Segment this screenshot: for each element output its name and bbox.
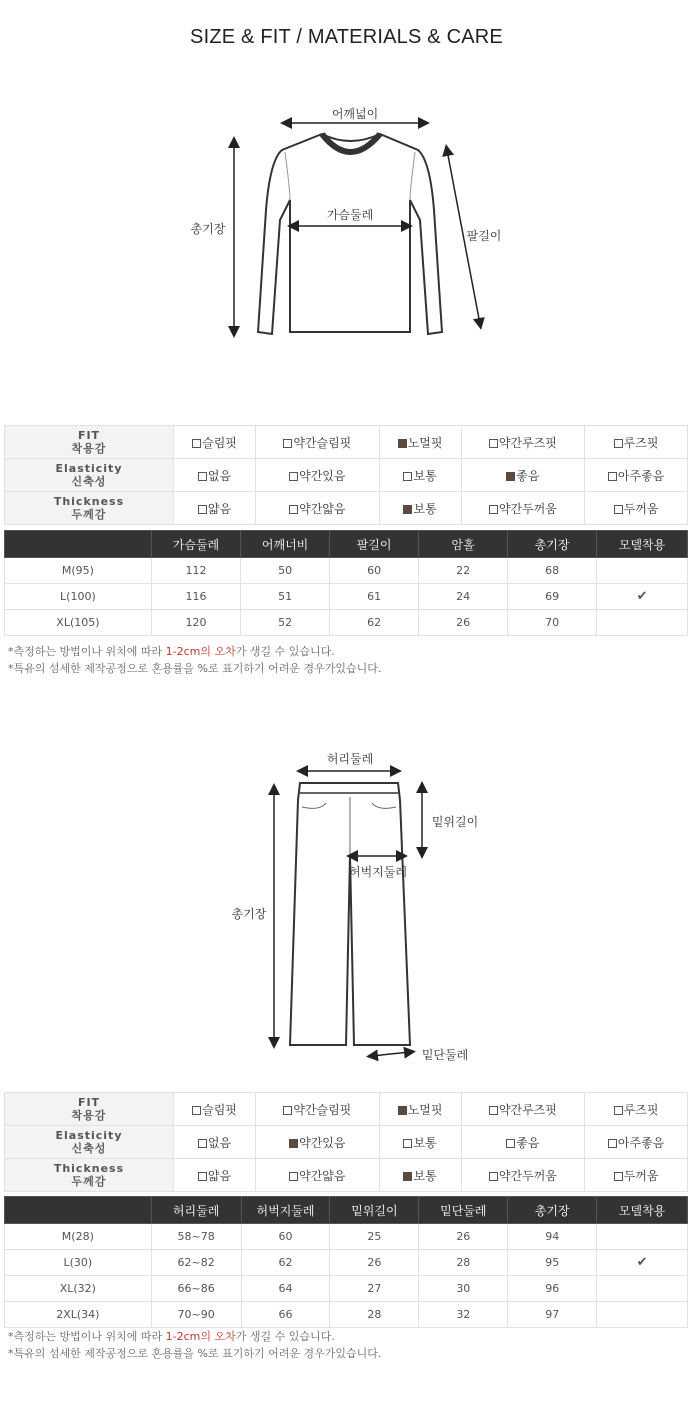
size-column-header: 암홀 <box>419 531 508 558</box>
fit-option <box>585 459 688 492</box>
fit-option <box>461 1126 585 1159</box>
checked-box-icon <box>403 505 412 514</box>
bottom-notes <box>8 1328 381 1362</box>
fit-row-title: Elasticity <box>55 1129 123 1142</box>
unchecked-box-icon <box>283 439 292 448</box>
table-cell: 62 <box>241 1250 330 1276</box>
fit-option-label: 약간루즈핏 <box>498 435 557 450</box>
fit-option <box>379 1159 461 1192</box>
fit-option-label: 두꺼움 <box>623 501 659 516</box>
unchecked-box-icon <box>289 1172 298 1181</box>
top-illustration <box>0 100 693 350</box>
size-header-row <box>5 1197 688 1224</box>
fit-option-label: 루즈핏 <box>623 435 659 450</box>
table-cell: 61 <box>330 584 419 610</box>
note-measurement: *측정하는 방법이나 위치에 따라 1-2cm의 오차가 생길 수 있습니다. <box>8 1330 335 1343</box>
fit-option <box>174 492 256 525</box>
fit-option <box>256 1159 380 1192</box>
table-cell: 26 <box>419 610 508 636</box>
fit-row-header <box>5 426 174 459</box>
note-composition: *특유의 섬세한 제작공정으로 혼용률을 %로 표기하기 어려운 경우가있습니다. <box>8 662 382 675</box>
checked-box-icon <box>506 472 515 481</box>
fit-option <box>379 1093 461 1126</box>
fit-option <box>585 1093 688 1126</box>
pants-label-thigh: 허벅지둘레 <box>349 865 407 879</box>
table-cell: 24 <box>419 584 508 610</box>
note-measurement: *측정하는 방법이나 위치에 따라 1-2cm의 오차가 생길 수 있습니다. <box>8 645 335 658</box>
table-cell: 58~78 <box>151 1224 241 1250</box>
fit-option-label: 약간있음 <box>299 468 346 483</box>
fit-option-label: 얇음 <box>207 1168 232 1183</box>
fit-option <box>256 1126 380 1159</box>
unchecked-box-icon <box>608 1139 617 1148</box>
table-cell: 50 <box>241 558 330 584</box>
unchecked-box-icon <box>614 1172 623 1181</box>
size-column-header: 어깨너비 <box>241 531 330 558</box>
table-cell: XL(105) <box>5 610 152 636</box>
fit-option <box>256 492 380 525</box>
table-row <box>5 584 688 610</box>
fit-option-label: 약간있음 <box>299 1135 346 1150</box>
fit-option-label: 없음 <box>207 1135 232 1150</box>
fit-row-header <box>5 459 174 492</box>
unchecked-box-icon <box>489 505 498 514</box>
fit-row-title: FIT <box>77 1096 101 1109</box>
fit-option-label: 없음 <box>207 468 232 483</box>
table-cell: 28 <box>330 1302 419 1328</box>
size-column-header: 총기장 <box>508 1197 597 1224</box>
table-row <box>5 558 688 584</box>
unchecked-box-icon <box>489 1106 498 1115</box>
fit-option <box>379 492 461 525</box>
fit-row-subtitle: 신축성 <box>71 475 107 488</box>
unchecked-box-icon <box>614 1106 623 1115</box>
table-cell: 26 <box>419 1224 508 1250</box>
table-cell: 70~90 <box>151 1302 241 1328</box>
fit-option-label: 얇음 <box>207 501 232 516</box>
bottom-size-table <box>4 1196 688 1328</box>
fit-row-header <box>5 1159 174 1192</box>
unchecked-box-icon <box>289 505 298 514</box>
fit-row-header <box>5 492 174 525</box>
note-composition: *특유의 섬세한 제작공정으로 혼용률을 %로 표기하기 어려운 경우가있습니다. <box>8 1347 382 1360</box>
fit-option <box>174 1093 256 1126</box>
pants-label-hem: 밑단둘레 <box>421 1048 469 1062</box>
fit-option-label: 보통 <box>413 501 437 516</box>
fit-option <box>379 1126 461 1159</box>
fit-option <box>379 459 461 492</box>
pants-label-rise: 밑위길이 <box>431 815 479 829</box>
fit-row-title: Thickness <box>53 1162 125 1175</box>
fit-row-title: Elasticity <box>55 462 123 475</box>
unchecked-box-icon <box>192 1106 201 1115</box>
fit-option-label: 약간슬림핏 <box>293 435 352 450</box>
table-row <box>5 610 688 636</box>
top-notes <box>8 643 381 677</box>
table-cell: 97 <box>508 1302 597 1328</box>
table-cell: M(28) <box>5 1224 152 1250</box>
size-header-row <box>5 531 688 558</box>
size-column-header: 모델착용 <box>597 531 688 558</box>
table-cell: 62~82 <box>151 1250 241 1276</box>
fit-row-subtitle: 착용감 <box>71 1109 107 1122</box>
table-cell: L(100) <box>5 584 152 610</box>
fit-option-label: 약간루즈핏 <box>498 1102 557 1117</box>
table-row <box>5 1250 688 1276</box>
fit-option-label: 노멀핏 <box>407 435 443 450</box>
fit-option <box>256 426 380 459</box>
fit-option-label: 좋음 <box>516 1135 540 1150</box>
size-column-header: 총기장 <box>508 531 597 558</box>
size-column-header: 모델착용 <box>597 1197 688 1224</box>
table-cell: 60 <box>330 558 419 584</box>
fit-option-label: 아주좋음 <box>617 468 665 483</box>
table-cell: 64 <box>241 1276 330 1302</box>
fit-option <box>256 459 380 492</box>
fit-option-label: 약간두꺼움 <box>498 1168 557 1183</box>
size-column-header <box>5 1197 152 1224</box>
checked-box-icon <box>398 439 407 448</box>
size-column-header <box>5 531 152 558</box>
shirt-outline <box>258 134 442 334</box>
table-cell: 96 <box>508 1276 597 1302</box>
size-column-header: 허벅지둘레 <box>241 1197 330 1224</box>
table-cell: 120 <box>151 610 240 636</box>
fit-row-header <box>5 1093 174 1126</box>
table-cell: 95 <box>508 1250 597 1276</box>
fit-row-subtitle: 신축성 <box>71 1142 107 1155</box>
table-cell: 68 <box>508 558 597 584</box>
fit-option <box>585 426 688 459</box>
fit-option <box>461 459 585 492</box>
fit-option <box>585 492 688 525</box>
pants-illustration <box>0 745 693 1070</box>
fit-option-label: 두꺼움 <box>623 1168 659 1183</box>
size-column-header: 가슴둘레 <box>151 531 240 558</box>
checked-box-icon <box>289 1139 298 1148</box>
table-cell: 66~86 <box>151 1276 241 1302</box>
fit-row-subtitle: 두께감 <box>71 508 107 521</box>
fit-option <box>461 1093 585 1126</box>
table-cell: 51 <box>241 584 330 610</box>
unchecked-box-icon <box>614 439 623 448</box>
fit-row-title: FIT <box>77 429 101 442</box>
pants-label-length: 총기장 <box>231 907 267 921</box>
unchecked-box-icon <box>614 505 623 514</box>
model-fit-cell <box>597 1302 688 1328</box>
table-cell: 25 <box>330 1224 419 1250</box>
fit-option-label: 슬림핏 <box>202 435 237 450</box>
table-cell: 116 <box>151 584 240 610</box>
fit-option-label: 약간얇음 <box>299 1168 346 1183</box>
page-title: SIZE & FIT / MATERIALS & CARE <box>190 26 503 48</box>
model-fit-cell <box>597 558 688 584</box>
fit-row-header <box>5 1126 174 1159</box>
table-cell: XL(32) <box>5 1276 152 1302</box>
unchecked-box-icon <box>289 472 298 481</box>
top-fit-table <box>4 425 688 525</box>
model-fit-cell: ✔ <box>597 1250 688 1276</box>
unchecked-box-icon <box>192 439 201 448</box>
table-row <box>5 1224 688 1250</box>
table-cell: 32 <box>419 1302 508 1328</box>
unchecked-box-icon <box>403 472 412 481</box>
table-cell: 22 <box>419 558 508 584</box>
fit-option-label: 노멀핏 <box>407 1102 443 1117</box>
table-cell: 94 <box>508 1224 597 1250</box>
table-cell: 112 <box>151 558 240 584</box>
size-column-header: 허리둘레 <box>151 1197 241 1224</box>
table-row <box>5 1302 688 1328</box>
fit-option <box>379 426 461 459</box>
fit-option-label: 루즈핏 <box>623 1102 659 1117</box>
fit-option-label: 슬림핏 <box>202 1102 237 1117</box>
fit-row <box>5 1159 688 1192</box>
size-column-header: 밑단둘레 <box>419 1197 508 1224</box>
fit-option <box>256 1093 380 1126</box>
top-label-length: 총기장 <box>190 222 226 236</box>
checked-box-icon <box>398 1106 407 1115</box>
table-cell: 69 <box>508 584 597 610</box>
fit-option <box>461 1159 585 1192</box>
fit-row <box>5 1126 688 1159</box>
unchecked-box-icon <box>489 439 498 448</box>
model-fit-cell <box>597 610 688 636</box>
table-cell: 2XL(34) <box>5 1302 152 1328</box>
fit-row <box>5 426 688 459</box>
unchecked-box-icon <box>283 1106 292 1115</box>
fit-option <box>461 492 585 525</box>
fit-row-subtitle: 착용감 <box>71 442 107 455</box>
unchecked-box-icon <box>506 1139 515 1148</box>
table-cell: 62 <box>330 610 419 636</box>
unchecked-box-icon <box>198 1139 207 1148</box>
unchecked-box-icon <box>403 1139 412 1148</box>
table-cell: 60 <box>241 1224 330 1250</box>
top-label-shoulder: 어깨넓이 <box>331 107 379 121</box>
top-label-chest: 가슴둘레 <box>326 208 374 222</box>
unchecked-box-icon <box>489 1172 498 1181</box>
fit-option <box>461 426 585 459</box>
unchecked-box-icon <box>198 472 207 481</box>
fit-option <box>174 426 256 459</box>
table-cell: 30 <box>419 1276 508 1302</box>
table-cell: 66 <box>241 1302 330 1328</box>
table-cell: 28 <box>419 1250 508 1276</box>
model-fit-cell <box>597 1224 688 1250</box>
fit-option-label: 좋음 <box>516 468 540 483</box>
top-size-table <box>4 530 688 636</box>
fit-option-label: 약간얇음 <box>299 501 346 516</box>
fit-option-label: 약간두꺼움 <box>498 501 557 516</box>
model-fit-cell: ✔ <box>597 584 688 610</box>
fit-option-label: 아주좋음 <box>617 1135 665 1150</box>
fit-option-label: 보통 <box>413 1168 437 1183</box>
fit-option <box>174 1126 256 1159</box>
model-fit-cell <box>597 1276 688 1302</box>
size-column-header: 팔길이 <box>330 531 419 558</box>
table-cell: L(30) <box>5 1250 152 1276</box>
fit-row-title: Thickness <box>53 495 125 508</box>
top-label-sleeve: 팔길이 <box>466 229 502 243</box>
fit-option-label: 보통 <box>413 468 437 483</box>
fit-option-label: 약간슬림핏 <box>293 1102 352 1117</box>
fit-option <box>585 1126 688 1159</box>
table-cell: M(95) <box>5 558 152 584</box>
fit-option <box>174 459 256 492</box>
fit-row <box>5 459 688 492</box>
table-cell: 27 <box>330 1276 419 1302</box>
unchecked-box-icon <box>198 505 207 514</box>
pants-label-waist: 허리둘레 <box>326 752 374 766</box>
size-column-header: 밑위길이 <box>330 1197 419 1224</box>
bottom-fit-table <box>4 1092 688 1192</box>
checked-box-icon <box>403 1172 412 1181</box>
fit-option <box>585 1159 688 1192</box>
table-cell: 52 <box>241 610 330 636</box>
fit-option <box>174 1159 256 1192</box>
table-cell: 26 <box>330 1250 419 1276</box>
unchecked-box-icon <box>608 472 617 481</box>
table-row <box>5 1276 688 1302</box>
fit-row <box>5 1093 688 1126</box>
unchecked-box-icon <box>198 1172 207 1181</box>
fit-option-label: 보통 <box>413 1135 437 1150</box>
table-cell: 70 <box>508 610 597 636</box>
fit-row <box>5 492 688 525</box>
fit-row-subtitle: 두께감 <box>71 1175 107 1188</box>
